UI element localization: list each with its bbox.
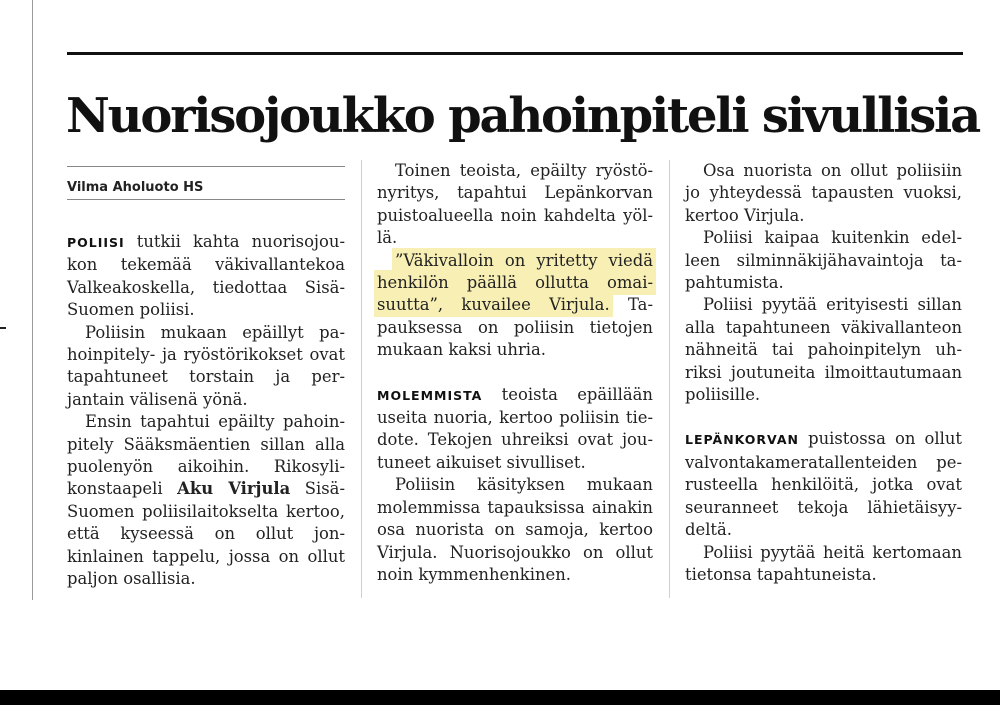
paragraph: Poliisi kaipaa kuitenkin edelleen silminnäkijähavaintoja tapahtumista. (685, 228, 962, 293)
margin-mark (0, 327, 6, 329)
bottom-bar (0, 690, 1000, 705)
paragraph (685, 428, 962, 541)
paragraph (67, 411, 345, 590)
paragraph: Poliisi pyytää heitä kertomaan tietonsa tapahtuneista. (685, 542, 962, 584)
paragraph: Poliisi pyytää erityisesti sillan alla tapahtuneen väkivallanteon nähneitä tai pahoinpitelyn uhriksi joutuneita ilmoittautumaan poliisille. (685, 295, 962, 405)
paragraph-text: Tapauksessa on poliisin tietojen mukaan kaksi uhria. (377, 295, 653, 360)
paragraph: Poliisin mukaan epäillyt pahoinpitely- ja ryöstörikokset ovat tapahtuneet torstain ja perjantain välisenä yönä. (67, 322, 345, 409)
page-edge-line (32, 0, 33, 600)
paragraph-text: Ensin tapahtui epäilty pahoinpitely Sääksmäentien sillan alla puolenyön aikoihin. Rikosylikonstaapeli (67, 412, 345, 499)
column-divider (669, 160, 670, 598)
byline-block (67, 166, 345, 200)
column-divider (361, 160, 362, 598)
highlighted-quote: ”Väkivalloin on yritetty viedä henkilön päällä ollutta omaisuutta”, kuvailee Virjula. (377, 250, 653, 315)
paragraph-text: tutkii kahta nuorisojoukon tekemää väkivallantekoa Valkeakoskella, tiedottaa Sisä-Suomen poliisi. (67, 232, 345, 320)
paragraph: Osa nuorista on ollut poliisiin jo yhteydessä tapausten vuoksi, kertoo Virjula. (685, 161, 962, 225)
paragraph-text: teoista epäillään useita nuoria, kertoo poliisin tiedote. Tekojen uhreiksi ovat joutuneet aikuiset sivulliset. (377, 384, 653, 472)
paragraph (67, 231, 345, 322)
article-column-3 (685, 160, 962, 586)
article-column-1 (67, 160, 345, 591)
paragraph: Toinen teoista, epäilty ryöstönyritys, tapahtui Lepänkorvan puistoalueella noin kahdelta yöllä. (377, 161, 653, 248)
paragraph: Poliisin käsityksen mukaan molemmissa tapauksissa ainakin osa nuorista on samoja, kertoo Virjula. Nuorisojoukko on ollut noin kymmenhenkinen. (377, 475, 653, 584)
headline: Nuorisojoukko pahoinpiteli sivullisia (66, 88, 979, 144)
byline: Vilma Aholuoto HS (67, 180, 204, 195)
paragraph (377, 384, 653, 475)
kicker: MOLEMMISTA (377, 387, 483, 403)
kicker: LEPÄNKORVAN (685, 432, 799, 448)
paragraph-text: Sisä-Suomen poliisilaitokselta kertoo, että kyseessä on ollut jonkinlainen tappelu, jossa on ollut paljon osallisia. (67, 479, 345, 589)
person-name: Aku Virjula (177, 479, 291, 499)
article-column-2 (377, 160, 653, 586)
top-rule (67, 52, 963, 55)
paragraph (377, 250, 653, 362)
kicker: POLIISI (67, 235, 125, 250)
paragraph-text: puistossa on ollut valvontakameratallenteiden perusteella henkilöitä, jotka ovat seuranneet tekoja lähietäisyydeltä. (685, 429, 962, 540)
